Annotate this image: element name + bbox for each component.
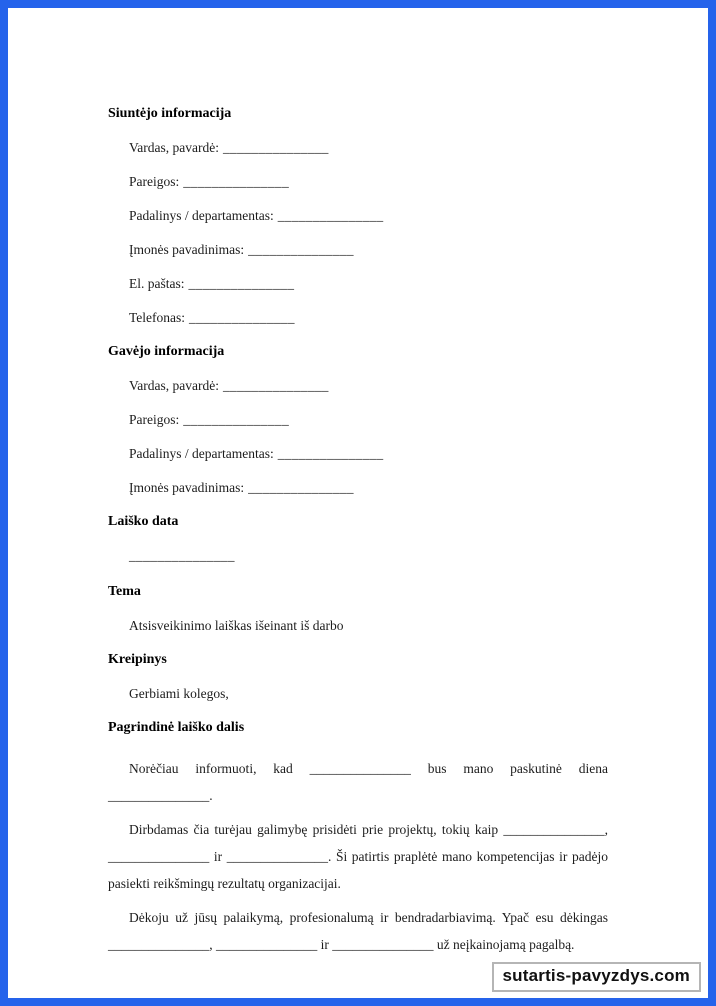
section-heading-date: Laiško data <box>108 514 179 529</box>
body-paragraph-3: Dėkoju už jūsų palaikymą, profesionalumą ir bendradarbiavimą. Ypač esu dėkingas _______________, _______________ ir _______________ už neįkainojamą pagalbą. <box>108 910 608 952</box>
field-label: El. paštas: <box>129 276 185 291</box>
blank-line: _______________ <box>188 276 295 291</box>
field-sender-company <box>108 243 608 257</box>
body-paragraph-1: Norėčiau informuoti, kad _______________ bus mano paskutinė diena _______________. <box>108 761 608 803</box>
blank-line: _______________ <box>277 446 384 461</box>
blank-line: _______________ <box>277 208 384 223</box>
field-label: Įmonės pavadinimas: <box>129 242 245 257</box>
watermark-badge: sutartis-pavyzdys.com <box>492 962 702 992</box>
subject-text: Atsisveikinimo laiškas išeinant iš darbo <box>129 618 344 633</box>
blank-line: _______________ <box>183 174 289 189</box>
blank-line: _______________ <box>248 480 354 495</box>
blank-line: _______________ <box>189 310 295 325</box>
field-label: Telefonas: <box>129 310 186 325</box>
field-label: Padalinys / departamentas: <box>129 446 274 461</box>
field-label: Vardas, pavardė: <box>129 140 219 155</box>
field-recipient-department <box>108 447 608 461</box>
blank-line: _______________ <box>183 412 289 427</box>
field-sender-phone <box>108 311 608 325</box>
field-label: Pareigos: <box>129 174 180 189</box>
body-paragraph-2: Dirbdamas čia turėjau galimybę prisidėti prie projektų, tokių kaip _______________, _______________ ir _______________. Ši patirtis praplėtė mano kompetencijas ir padėjo pasiekti reikšmingų rezultatų organizacijai. <box>108 822 608 891</box>
section-heading-subject: Tema <box>108 584 141 599</box>
field-recipient-company <box>108 481 608 495</box>
section-heading-salutation: Kreipinys <box>108 652 167 667</box>
section-heading-main-body: Pagrindinė laiško dalis <box>108 720 245 735</box>
blank-line: _______________ <box>222 378 329 393</box>
field-recipient-position <box>108 413 608 427</box>
letter-body <box>8 8 708 958</box>
section-heading-sender: Siuntėjo informacija <box>108 106 232 121</box>
field-sender-department <box>108 209 608 223</box>
section-heading-recipient: Gavėjo informacija <box>108 344 225 359</box>
blank-line: _______________ <box>222 140 329 155</box>
salutation-text: Gerbiami kolegos, <box>129 686 229 701</box>
field-sender-email <box>108 277 608 291</box>
field-sender-position <box>108 175 608 189</box>
field-recipient-name <box>108 379 608 393</box>
field-label: Vardas, pavardė: <box>129 378 219 393</box>
field-label: Įmonės pavadinimas: <box>129 480 245 495</box>
date-blank-line: _______________ <box>129 548 235 563</box>
field-label: Padalinys / departamentas: <box>129 208 274 223</box>
field-sender-name <box>108 141 608 155</box>
field-label: Pareigos: <box>129 412 180 427</box>
blank-line: _______________ <box>248 242 354 257</box>
